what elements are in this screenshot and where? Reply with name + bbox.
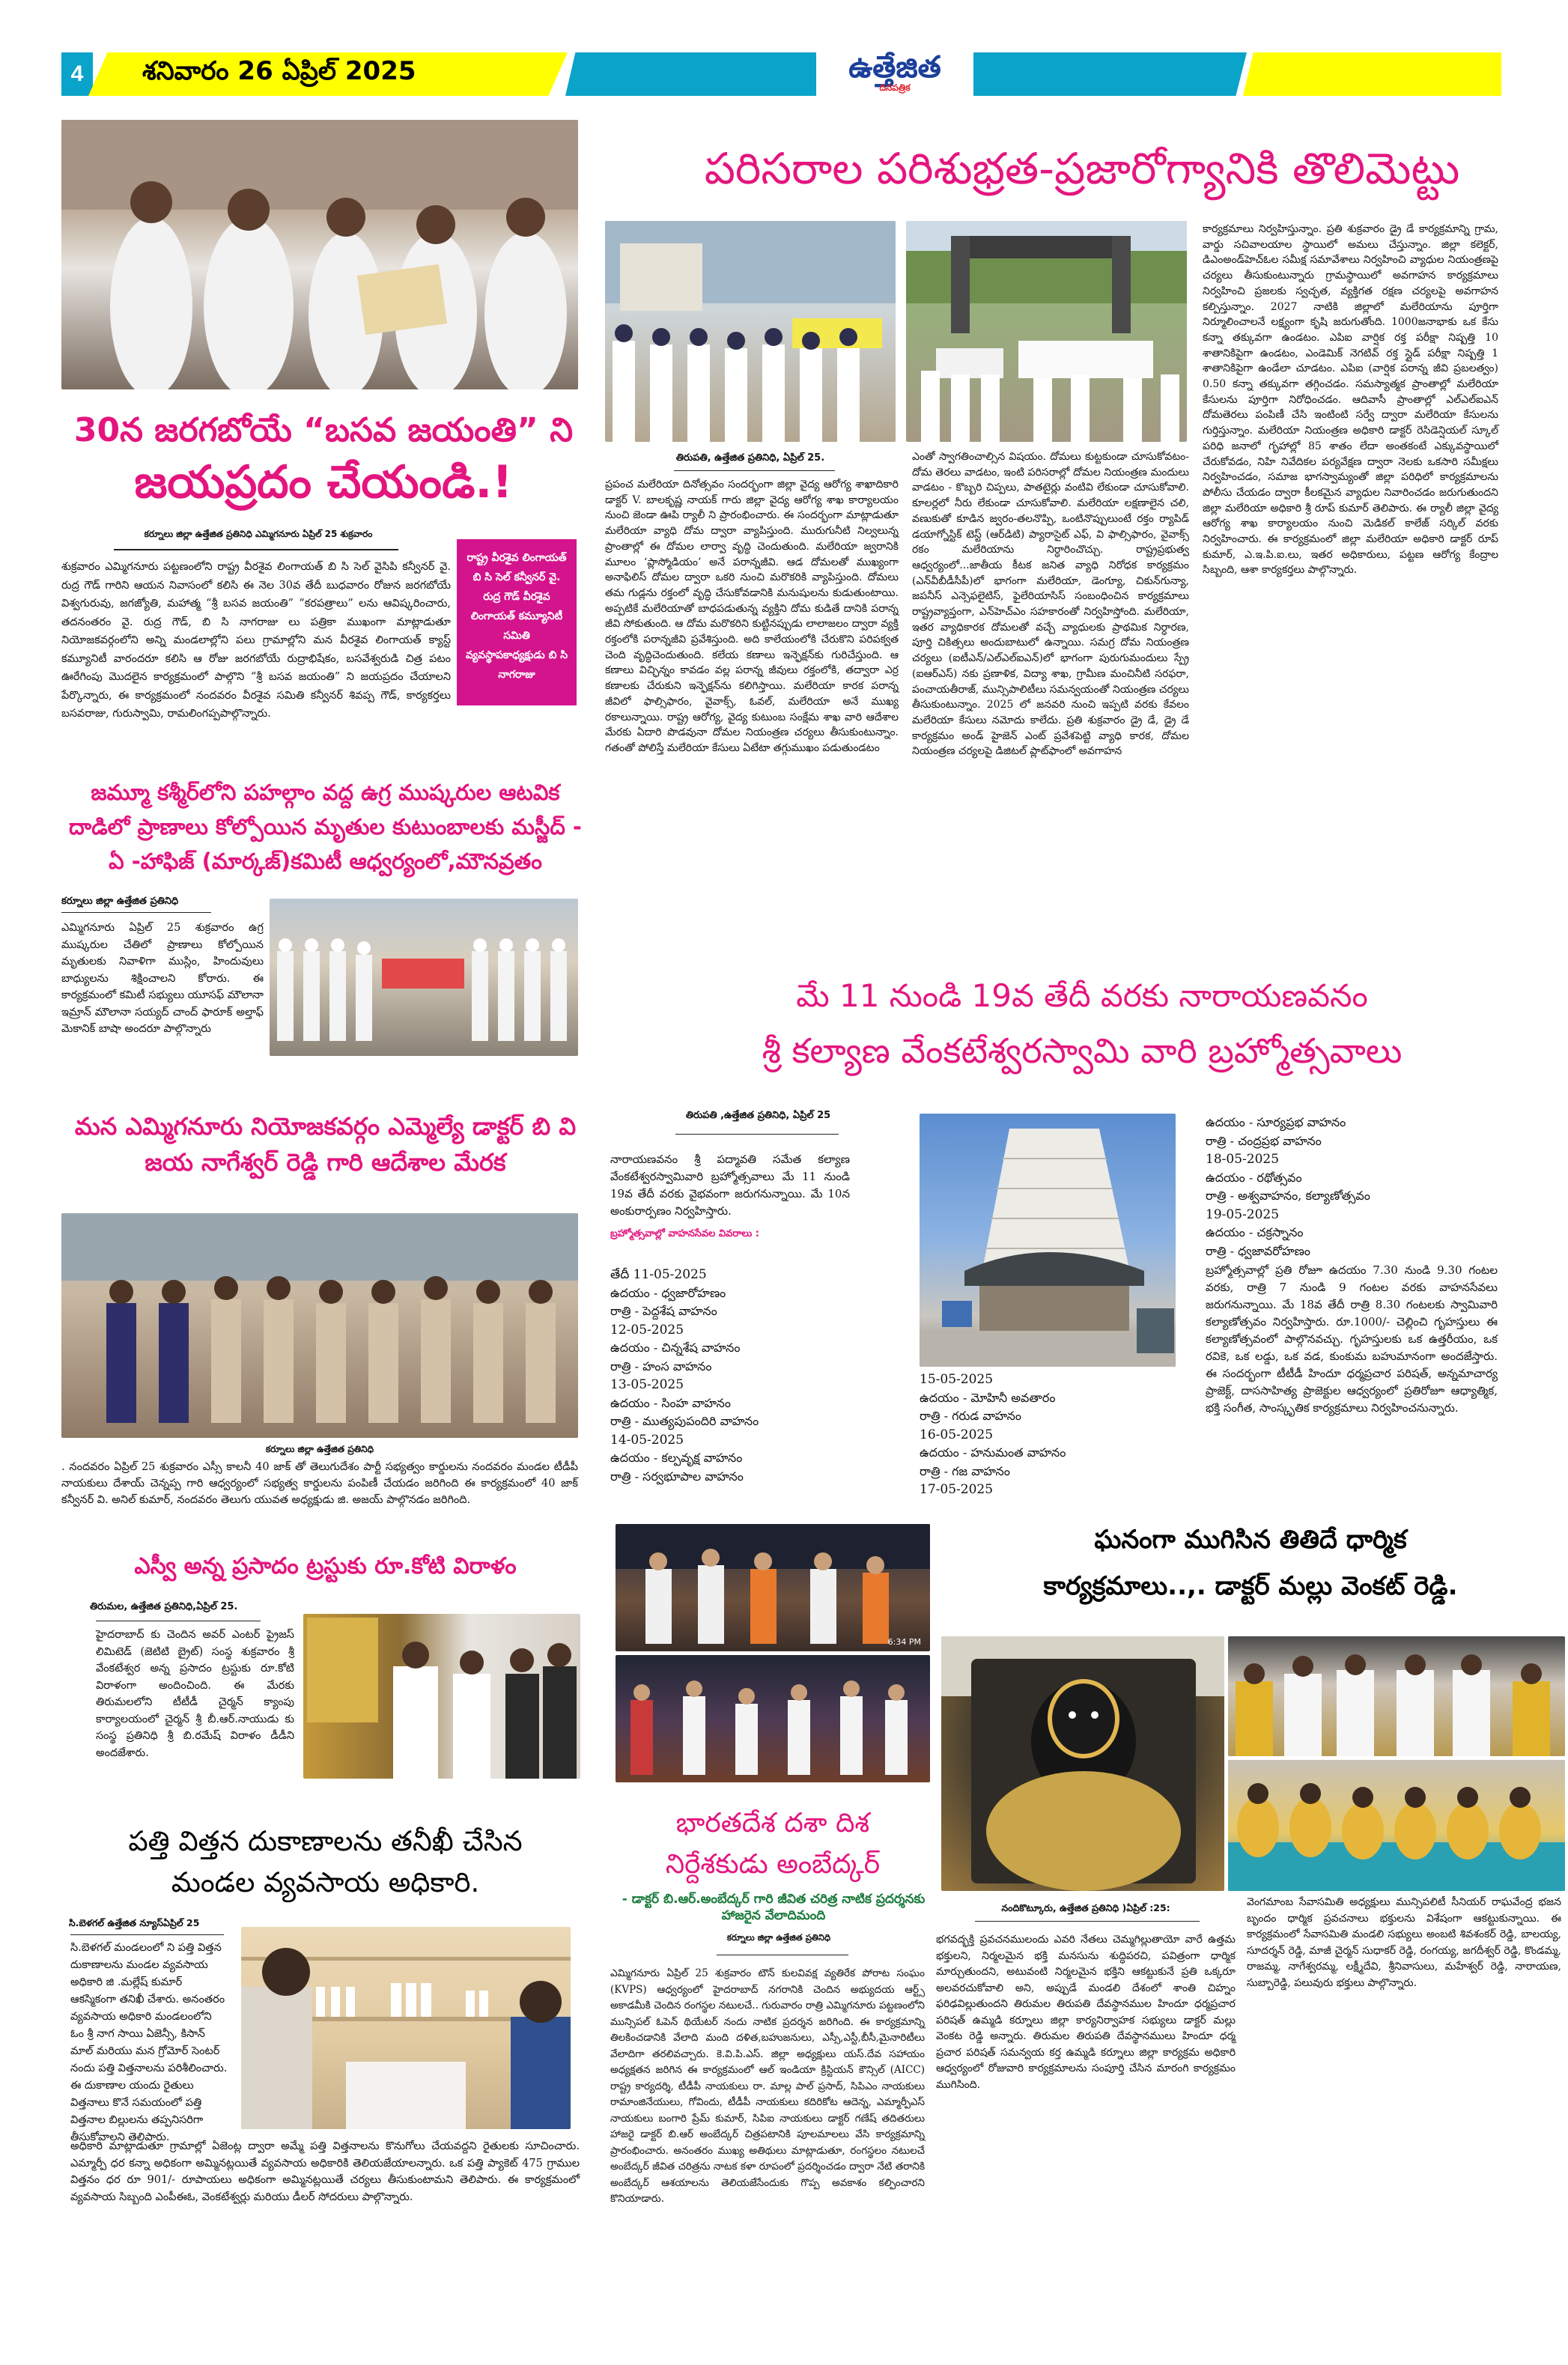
schedule-line: 16-05-2025 [920,1427,994,1442]
tithide-body-col2: వెంగమాంబ సేవాసమితి అధ్యక్షులు మున్సిపలిటీ సీనియర్ రాఘవేంద్ర భజన బృందం ధార్మిక ప్రవచనాలు భక్తులను విశేషంగా ఆకట్టుకున్నాయి. ఈ కార్యక్రమంలో సేవాసమితి మండలి సభ్యులు అంబటి శివశంకర్ రెడ్డి, బాలయ్య, సూదర్శన్ రెడ్డి, మాజీ చైర్మన్ సుధాకర్ రెడ్డి, రంగయ్య, జగదీశ్వర్ రెడ్డి, కొండమ్మ, రాజమ్మ, నాగేశ్వరమ్మ, లక్ష్మీదేవి, శ్రీనివాసులు, మహేశ్వర్ రెడ్డి, నారాయణ, సుబ్బారెడ్డి, పలువురు భక్తులు పాల్గొన్నారు. [1247,1896,1561,1989]
tdp-membership-photo [61,1213,578,1438]
basava-jayanti-photo [61,120,578,389]
brahmotsavam-headline-line2: శ్రీ కల్యాణ వేంకటేశ్వరస్వామి వారి బ్రహ్మోత్సవాలు [762,1030,1403,1071]
schedule-line: ఉదయం - చక్రస్నానం [1206,1225,1304,1239]
malaria-rally-photo-2 [906,221,1187,442]
schedule-col2 [920,1370,1174,1499]
schedule-line: 17-05-2025 [920,1482,994,1497]
ambedkar-drama-photo-2 [616,1655,930,1782]
schedule-line: రాత్రి - హంస వాహనం [610,1358,712,1373]
issue-date: శనివారం 26 ఏప్రిల్ 2025 [142,56,416,86]
schedule-line: ఉదయం - సింహ వాహనం [610,1395,731,1410]
protest-crowd-illustration [270,899,578,1056]
mla-headline: మన ఎమ్మిగనూరు నియోజకవర్గం ఎమ్మెల్యే డాక్టర్ బి వి జయ నాగేశ్వర్ రెడ్డి గారి ఆదేశాల మేరక [74,1112,577,1177]
tithide-byline-rule [975,1921,1200,1922]
schedule-line: తేదీ 11-05-2025 [610,1267,707,1282]
basava-byline-rule [114,549,398,550]
rally-illustration [605,221,896,442]
deity-illustration [941,1636,1224,1891]
ambedkar-headline-line2: నిర్దేశకుడు అంబేద్కర్ [665,1849,881,1880]
ambedkar-subhead: - డాక్టర్ బి.ఆర్.అంబేద్కర్ గారి జీవిత చరిత్ర నాటిక ప్రదర్శనకు హాజరైన వేలాదిమంది [622,1892,926,1923]
masthead-title: ఉత్తేజిత [848,49,941,85]
donation-illustration [303,1614,580,1779]
shop-illustration [241,1927,571,2129]
schedule-line: రాత్రి - పెద్దశేష వాహనం [610,1304,717,1318]
schedule-line: 12-05-2025 [610,1322,684,1338]
tithide-body-col1: భగవద్భక్తి ప్రవచనములందు ఎవరి నేతలు చెమ్మగిల్లుతాయో వారే ఉత్తమ భక్తులని, నిర్మలమైన భక్తి మనసును శుద్ధిపరచి, పవిత్రంగా ధార్మిక మార్చుతుందని, అటువంటి నిర్మలమైన భక్తిని ఆకట్టుకునే ప్రతి ఒక్కరూ అలవరచుకోవాలి అని, అప్పుడే మండలి దేశంలో శాంతి చిహ్నం ఫరిఢవిల్లుతుందని తిరుమల తిరుపతి దేవస్థానముల హిందూ ధర్మప్రచార పరిషత్ ఉమ్మడి కర్నూలు జిల్లా కార్యనిర్వాహక సభ్యులు డాక్టర్ మల్లు వెంకట రెడ్డి అన్నారు. తిరుమల తిరుపతి దేవస్థానములు హిందూ ధర్మ ప్రచార పరిషత్ సమన్వయ కర్త ఉమ్మడి కర్నూలు జిల్లా కార్యక్రమ అధికారి ఆధ్వర్యంలో రోజువారి కార్యక్రమాలను సంపూర్తి చేసిన మారంగి కార్యక్రమం ముగిసింది. [936,1934,1236,2091]
stage-illustration [616,1655,930,1782]
college-gate-illustration [906,221,1187,442]
malaria-rally-photo-1 [605,221,896,442]
malaria-body-col3: కార్యక్రమాలు నిర్వహిస్తున్నాం. ప్రతి శుక్రవారం డ్రై డే కార్యక్రమాన్ని గ్రామ, వార్డు సచివాలయాల స్థాయిలో అమలు చేస్తున్నాం. జిల్లా కలెక్టర్, డిఎంఅండ్‌హెచ్‌ఓల సమీక్ష సమావేశాలు నిర్వహించి వ్యాధుల నియంత్రణపై చర్యలు తీసుకుంటున్నారు గ్రామస్థాయిలో అవగాహన కార్యక్రమాలు నిర్వహించి ప్రజలకు స్వచ్ఛత, వ్యక్తిగత రక్షణ చర్యలపై అవగాహన కల్పిస్తున్నాం. 2027 నాటికి జిల్లాలో మలేరియాను పూర్తిగా నిర్మూలించాలనే లక్ష్యంగా కృషి జరుగుతోంది. 1000జనాభాకు ఒక కేసు కన్నా తక్కువగా ఉండటం. ఎపిఐ వార్షిక రక్త పరీక్షా నిష్పత్తి 10 శాతానికిపైగా ఉండటం, ఎండెమిక్ నెగటివ్ రక్త స్లైడ్ పరీక్షా నిష్పత్తి 1 శాతానికిపైగా ఉండేలా చూడటం. ఎపిఐ (వార్షిక పరాన్న జీవి ప్రబలత్వం) 0.50 కన్నా తక్కువగా తగ్గించడం. సమస్యాత్మక ప్రాంతాల్లో మలేరియా కేసులను పూర్తిగా నిరోధించడం. ఆదివాసీ ప్రాంతాల్లో ఎల్ఎల్ఐఎన్ దోమతెరలు పంపిణీ చేసి ఇంటింటి సర్వే ద్వారా మలేరియా కేసులను గుర్తిస్తున్నాం. మలేరియా నియంత్రణ అధికారి డాక్టర్ రెసిడెన్షియల్ స్కూల్ పరిధి జనాలో గృహాల్లో 85 శాతం లేదా అంతకంటే ఎక్కువస్థాయిలో చేరుకోవడం, నిహి నివేదికల పర్యవేక్షణ ద్వారా నెలకు ఒకసారి సమీక్షలు నిర్వహించడం, సమాజ భాగస్వామ్యంతో జిల్లా పరిధిలో కార్యక్రమాలను పోలీసు చేయడం ద్వారా కీలకమైన వ్యాధుల నివారించడం జరుగుతుందని జిల్లా మలేరియా అధికారి శ్రీ రూప్ కుమార్ తెలిపారు. ఈ ర్యాలీ జిల్లా వైద్య ఆరోగ్య శాఖ కార్యాలయం నుంచి మెడికల్ కాలేజ్ సర్కిల్ వరకు నిర్వహించారు. ఈ కార్యక్రమంలో జిల్లా మలేరియా అధికారి డాక్టర్ రూప్ కుమార్, ఎ.ఇ.పి.ఐ.లు, ఇతర అధికారులు, పట్టణ ఆరోగ్య కేంద్రాల సిబ్బంది, ఆశా కార్యకర్తలు పాల్గొన్నారు. [1203,223,1498,577]
schedule-line: ఉదయం - హనుమంత వాహనం [920,1445,1066,1460]
ambedkar-drama-photo-1 [616,1524,930,1651]
cotton-byline: సి.బెళగల్ ఉత్తేజిత న్యూస్ఏప్రిల్ 25 [69,1917,200,1928]
masthead-logo [816,46,973,100]
annaprasadam-headline: ఎస్వీ అన్న ప్రసాదం ట్రస్టుకు రూ.కోటి విరాళం [134,1553,517,1579]
annaprasadam-body: హైదరాబాద్ కు చెందిన అవర్ ఎంటర్ ప్రైజస్ లిమిటెడ్ (జెటిటి బ్రైట్) సంస్థ శుక్రవారం శ్రీ వేంకటేశ్వర అన్న ప్రసాదం ట్రస్టుకు రూ.కోటి విరాళంగా అందించింది. ఈ మేరకు తిరుమలలోని టీటీడీ చైర్మన్ క్యాంపు కార్యాలయంలో చైర్మన్ శ్రీ బీ.ఆర్.నాయుడు కు సంస్థ ప్రతినిధి శ్రీ బి.రమేష్ విరాళం డీడీని అందజేశారు. [96,1629,294,1759]
schedule-line: ఉదయం - చిన్నశేష వాహనం [610,1341,741,1355]
schedule-line: 18-05-2025 [1206,1152,1280,1167]
schedule-line: రాత్రి - గరుడ వాహనం [920,1409,1022,1423]
tithide-sacred-idol-photo [941,1636,1224,1891]
schedule-line: ఉదయం - సూర్యప్రభ వాహనం [1206,1115,1346,1129]
brahmotsavam-closing: బ్రహ్మోత్సవాల్లో ప్రతి రోజూ ఉదయం 7.30 నుండి 9.30 గంటల వరకు, రాత్రి 7 నుండి 9 గంటల వరకు వాహనసేవలు జరుగనున్నాయి. మే 18వ తేదీ రాత్రి 8.30 గంటలకు స్వామివారి కల్యాణోత్సవం నిర్వహిస్తారు. రూ.1000/- చెల్లించి గృహస్తులు ఈ కల్యాణోత్సవంలో పాల్గొనవచ్చు. గృహస్తులకు ఒక ఉత్తరీయం, ఒక రవికె, ఒక లడ్డు, ఒక వడ, కుంకుమ బహుమానంగా అందజేస్తారు. ఈ సందర్భంగా టీటీడీ హిందూ ధర్మప్రచార పరిషత్, అన్నమాచార్య ప్రాజెక్ట్, దాససాహిత్య ప్రాజెక్టుల ఆధ్వర్యంలో ప్రతిరోజూ ఆధ్యాత్మిక, భక్తి సంగీత, సాంస్కృతిక కార్యక్రమాలు నిర్వహించనున్నారు. [1206,1263,1498,1415]
schedule-col3 [1206,1114,1501,1260]
basava-callout-box [457,539,577,705]
tithide-headline-line2: కార్యక్రమాలు..,. డాక్టర్ మల్లు వెంకట్ రెడ్డి. [1043,1571,1458,1601]
header-band-blue-right [973,52,1247,96]
brahmotsavam-schedule-heading: బ్రహ్మోత్సవాల్లో వాహనసేవల వివరాలు : [610,1228,759,1239]
header-band-blue-left [565,52,816,96]
kashmir-byline-rule [61,912,211,913]
kashmir-byline: కర్నూలు జిల్లా ఉత్తేజిత ప్రతినిధి [61,896,179,907]
annaprasadam-byline: తిరుమల, ఉత్తేజిత ప్రతినిధి,ఏప్రిల్ 25. [90,1601,238,1612]
temple-gopuram-illustration [920,1114,1176,1367]
schedule-line: రాత్రి - అశ్వవాహనం, కల్యాణోత్సవం [1206,1188,1370,1203]
schedule-line: రాత్రి - చంద్రప్రభ వాహనం [1206,1133,1322,1148]
stage-illustration [616,1524,930,1651]
narayanavanam-temple-photo [920,1114,1176,1367]
basava-headline-line2: జయప్రదం చేయండి.! [134,456,513,508]
cotton-headline-line2: మండల వ్యవసాయ అధికారి. [171,1866,480,1898]
group-photo-illustration [61,1213,578,1438]
kashmir-headline: జమ్మూ కశ్మీర్‌లోని పహల్గాం వద్ద ఉగ్ర ముష్కరుల ఆటవిక దాడిలో ప్రాణాలు కోల్పోయిన మృతుల కుటుంబాలకు మస్జీద్ - ఏ -హాఫిజ్ (మార్కజ్)కమిటీ ఆధ్వర్యంలో,మౌనవ్రతం [69,780,582,874]
tithide-headline-line1: ఘనంగా ముగిసిన తితిదే ధార్మిక [1094,1525,1407,1555]
malaria-body-col1: ప్రపంచ మలేరియా దినోత్సవం సందర్భంగా జిల్లా వైద్య ఆరోగ్య శాఖాదికారి డాక్టర్ V. బాలకృష్ణ నాయక్ గారు జిల్లా వైద్య ఆరోగ్య శాఖ కార్యాలయం నుంచి జెండా ఊపి ర్యాలీ ని ప్రారంభించారు. ఈ సందర్భంగా మాట్లాడుతూ మలేరియా వ్యాధి దోమ ద్వారా వ్యాపిస్తుంది. మురుగునీటి నిల్వలున్న ప్రాంతాల్లో ఈ దోమల లార్వా వృద్ధి చెందుతుంది. మలేరియా జ్వరానికి మూలం ‘ప్లాస్మోడియం’ అనే పరాన్నజీవి. ఆడ దోమలతో ముఖ్యంగా అనాఫిలిస్ దోమల ద్వారా ఒకరి నుంచి మరొకరికి వ్యాపిస్తుంది. దోమలు తమ గుడ్లను రక్తంలో వృద్ధి చేసుకోవడానికి మనుషులను కుడుతుంటాయి. అప్పటికే మలేరియాతో బాధపడుతున్న వ్యక్తిని దోమ కుడితే దానికి పరాన్న జీవి సోకుతుంది. ఆ దోమ మరొకరిని కుట్టినప్పుడు లాలాజలం ద్వారా వ్యక్తి రక్తంలోకి పరాన్నజీవి ప్రవేశిస్తుంది. అది కాలేయంలోకి చేరుకొని పరిపక్వత చెంది వృద్ధిచెందుతుంది. కలేయ కణాలు ఇన్ఫెక్షన్‌కు గురిచేస్తుంది. ఆ కణాలు విచ్ఛిన్నం కావడం వల్ల పరాన్న జీవులు రక్తంలోకి, తద్వారా ఎర్ర కణాలకు చేరుకుని ఇన్ఫెక్షన్‌ను కలిగిస్తాయి. మలేరియా కారక పరాన్న జీవిలో ఫాల్సిఫారం, వైవాక్స్, ఓవల్, మలేరియా అనే ముఖ్య రకాలున్నాయి. రాష్ట్ర ఆరోగ్య, వైద్య కుటుంబ సంక్షేమ శాఖ వారి ఆదేశాల మేరకు ఏదారి పొడవునా దోమల నియంత్రణ చర్యలు తీసుకుంటున్నాం. గతంతో పోలిస్తే మలేరియా కేసులు ఏటేటా తగ్గుముఖం పడుతుండటం [605,479,899,754]
ambedkar-byline: కర్నూలు జిల్లా ఉత్తేజిత ప్రతినిధి [726,1932,831,1943]
seed-shop-inspection-photo [241,1927,571,2129]
header-band-yellow-right [1243,52,1501,96]
basava-body: శుక్రవారం ఎమ్మిగనూరు పట్టణంలోని రాష్ట్ర వీరశైవ లింగాయత్ బి సి సెల్ వైసిపి కన్వీనర్ వై. రుద్ర గౌడ్ గారిని ఆయన నివాసంలో కలిసి ఈ నెల 30వ తేదీ బుధవారం రోజున జరగబోయే విశ్వగురువు, జగజ్యోతి, మహాత్మ “శ్రీ బసవ జయంతి” “కరపత్రాలు” లను ఆవిష్కరించారు, తదనంతరం వై. రుద్ర గౌడ్, బి సి నాగరాజు లు పత్రికా ముఖంగా మాట్లాడుతూ నియోజకవర్గంలోని అన్ని మండలాల్లోని పలు గ్రామాల్లోని మన వీరశైవ లింగాయత్ క్యాస్ట్ కమ్యూనిటీ వారందరూ కలిసి ఆ రోజు జరగబోయే రుద్రాభిషేకం, బసవేశ్వరుడి చిత్ర పటం ఊరేగింపు మొదలైన కార్యక్రమంలో పాల్గొని “శ్రీ బసవ జయంతి” ని జయప్రదం చేయాలని పేర్కొన్నారు, ఈ కార్యక్రమంలో నందవరం వీరశైవ సమితి కన్వీనర్ శివప్ప గౌడ్, కార్యకర్తలు బసవరాజు, గురుస్వామి, రామలింగప్పపాల్గొన్నారు. [61,561,451,720]
schedule-line: రాత్రి - సర్వభూపాల వాహనం [610,1469,744,1484]
cotton-byline-rule [70,1934,224,1935]
cotton-body-bottom: అధికారి మాట్లాడుతూ గ్రామాల్లో ఏజెంట్ల ద్వారా అమ్మే పత్తి విత్తనాలను కొనుగోలు చేయవద్దని రైతులకు సూచించారు. ఎమ్మార్పీ ధర కన్నా అధికంగా అమ్మినట్లయితే వ్యవసాయ అధికారికి తెలియజేయాలన్నారు. ఒక పత్తి ప్యాకెట్ 475 గ్రాముల విత్తనం ధర రూ 901/- రూపాయలు అధికంగా అమ్మినట్లయితే చర్యలు తీసుకుంటామని తెలిపారు. ఈ కార్యక్రమంలో వ్యవసాయ సిబ్బంది ఎంపీఈఓ, వెంకటేశ్వర్లు మరియు డీలర్ సోదరులు పాల్గొన్నారు. [70,2140,580,2203]
basava-headline-line1: 30న జరగబోయే “బసవ జయంతి” ని [73,411,574,449]
schedule-line: ఉదయం - ధ్వజారోహణం [610,1285,726,1300]
tithide-byline: నందికొట్కూరు, ఉత్తేజిత ప్రతినిధి )ఏప్రిల్ :25: [1001,1902,1170,1913]
mla-body: . నందవరం ఏప్రిల్ 25 శుక్రవారం ఎస్సీ కాలనీ 40 జాక్ తో తెలుగుదేశం పార్టీ సభ్యత్వం కార్డులను నందవరం మండల టీడీపీ నాయకులు దేశాయ్ చెన్నప్ప గారి ఆధ్వర్యంలో సభ్యత్వ కార్డులను పంపిణీ చేయడం జరిగింది ఈ కార్యక్రమంలో 40 జాక్ కన్వీనర్ వి. అనిల్ కుమార్, నందవరం తెలుగు యువత అధ్యక్షుడు జి. అజయ్ పాల్గొనడం జరిగింది. [61,1461,578,1506]
brahmotsavam-byline-rule [675,1134,839,1135]
ambedkar-body: ఎమ్మిగనూరు ఏప్రిల్ 25 శుక్రవారం టౌన్ కులవివక్ష వ్యతిరేక పోరాట సంఘం (KVPS) ఆధ్వర్యంలో హైదరాబాద్ నగరానికి చెందిన అభ్యుదయ ఆర్ట్స్ అకాడమీకి చెందిన రంగస్థల నటులచే.. గురువారం రాత్రి ఎమ్మిగనూరు పట్టణంలోని మున్సిపల్ ఓపెన్ థియేటర్ నందు నాటిక ప్రదర్శన జరిగింది. ఈ కార్యక్రమాన్ని తిలకించడానికి వేలాది మంది దళిత,బహుజనులు, ఎస్సీ,ఎస్టీ,బీసీ,మైనారిటీలు వేలాదిగా తరలివచ్చారు. కె.వి.పి.ఎస్. జిల్లా అధ్యక్షులు యస్.దేవ సహాయం అధ్యక్షతన జరిగిన ఈ కార్యక్రమంలో ఆల్ ఇండియా క్రిస్టియన్ కౌన్సిల్ (AICC) రాష్ట్ర కార్యదర్శి, టీడీపీ నాయకులు రా. మాల్ల పాల్ ప్రసాద్, సిపిఎం నాయకులు రామాంజినేయులు, గోవిందు, టీడీపీ నాయకులు కదిరికోట ఆదెన్న, ఎమ్మార్పీఎస్ నాయకులు బంగారి ప్రేమ్ కుమార్, సిపిఐ నాయకులు డాక్టర్ గణేష్ తదితరులు హాజరై డాక్టర్ బి.ఆర్ అంబేద్కర్ చిత్రపటానికి పూలమాలలు వేసి కార్యక్రమాన్ని ప్రారంభించారు. అనంతరం ముఖ్య అతిథులు మాట్లాడుతూ, రంగస్థలం నటులచే అంబేద్కర్ జీవిత చరిత్రను నాటక కళా రూపంలో ప్రదర్శించడం ద్వారా నేటి తరానికి అంబేద్కర్ ఆశయాలను తెలియజేసేందుకు గొప్ప అవకాశం కల్పించారని కొనియాడారు. [610,1967,925,2205]
photo-timestamp: 6:34 PM [887,1637,921,1647]
brahmotsavam-intro: నారాయణవనం శ్రీ పద్మావతి సమేత కల్యాణ వేంకటేశ్వరస్వామివారి బ్రహ్మోత్సవాలు మే 11 నుండి 19వ తేదీ వరకు వైభవంగా జరుగనున్నాయి. మే 10న అంకురార్పణం నిర్వహిస్తారు. [610,1153,850,1218]
kashmir-body: ఎమ్మిగనూరు ఏప్రిల్ 25 శుక్రవారం ఉగ్ర ముష్కరుల చేతిలో ప్రాణాలు కోల్పోయిన మృతులకు నివాళిగా ముస్లిం, హిందువులు బాధ్యులను శిక్షించాలని కోరారు. ఈ కార్యక్రమంలో కమిటీ సభ్యులు యూసఫ్ మౌలానా ఇమ్రాన్ మౌలానా సయ్యద్ చాంద్ ఫారూక్ అల్తాఫ్ మెకానిక్ బాషా అందరూ పాల్గొన్నారు [61,922,264,1035]
schedule-line: ఉదయం - కల్పవృక్ష వాహనం [610,1451,743,1465]
devotees-illustration [1228,1760,1565,1891]
malaria-body-col2: ఎంతో స్వాగతించాల్సిన విషయం. దోమలు కుట్టకుండా చూసుకోవటం-దోమ తెరలు వాడటం, ఇంటి పరిసరాల్లో దోమల నియంత్రణ మందులు వాడటం - కొబ్బరి చిప్పలు, పాతటైర్లు వంటివి లేకుండా చూసుకోవాలి. కూలర్లలో నీరు లేకుండా చూసుకోవాలి. మలేరియా లక్షణాలైన చలి, వణుకుతో కూడిన జ్వరం-తలనొప్పి, ఒంటినొప్పులుంటే రక్తం ర్యాపిడ్ డయాగ్నోస్టిక్ టెస్ట్ (ఆర్‌డిటి) ప్యారాసైట్ ఎఫ్, వి ఫాల్సిఫారం, వైవాక్స్ రకం మలేరియాను నిర్ధారించొచ్చు. రాష్ట్రప్రభుత్వ ఆధ్వర్యంలో...జాతీయ కీటక జనిత వ్యాధి నిరోధక కార్యక్రమం (ఎన్‌వీబీడీసీపీ)లో భాగంగా మలేరియా, డెంగ్యూ, చికున్‌గున్యా, జపనీస్ ఎన్సెఫలైటిస్, ఫైలేరియాసిస్ సంబంధించిన కార్యక్రమాలు రాష్ట్రవ్యాప్తంగా, ఎన్‌హెచ్‌ఎం సహకారంతో నిర్వహిస్తోంది. మలేరియా, ఇతర వ్యాధికారక దోమలతో వచ్చే వ్యాధులకు ప్రాథమిక నిర్ధారణ, పూర్తి చికిత్సలు అందుబాటులో ఉన్నాయి. సమగ్ర దోమ నియంత్రణ చర్యలు (ఐటీఎన్/ఎల్ఎల్‌ఐఎన్)లో భాగంగా పురుగుమందులు స్ప్రే (ఐఆర్ఎస్) నకు ప్రణాళిక, విద్యా శాఖ, గ్రామీణ మంచినీటి సరఫరా, పంచాయతీరాజ్, మున్సిపాలిటీలు సమన్వయంతో నియంత్రణ చర్యలు తీసుకుంటున్నాం. 2025 లో జనవరి నుంచి ఇప్పటి వరకు కేవలం మలేరియా కేసులు నమోదు కాలేదు. ప్రతి శుక్రవారం డ్రై డే, డ్రై డే కార్యక్రమం అండ్ హైజెన్ ఎంట్ ప్రవేశపెట్టి వ్యాధి కారక, దోమల నియంత్రణ చర్యలపై డిజిటల్ ప్లాట్‌ఫాంలో అవగాహన [912,451,1189,758]
schedule-line: రాత్రి - ముత్యపుపందిరి వాహనం [610,1414,759,1428]
ambedkar-headline-line1: భారతదేశ దశా దిశ [675,1808,870,1839]
basava-callout-text: రాష్ట్ర వీరశైవ లింగాయత్ బి సి సెల్ కన్వీనర్ వై. రుద్ర గౌడ్ వీరశైవ లింగాయత్ కమ్యూనిటీ సమితి వ్యవస్థాపకాధ్యక్షుడు బి సి నాగరాజు [465,552,568,681]
brahmotsavam-byline: తిరుపతి ,ఉత్తేజిత ప్రతినిధి, ఏప్రిల్ 25 [685,1110,831,1121]
tithide-devotees-photo [1228,1760,1565,1891]
meeting-illustration [1228,1636,1565,1756]
tdp-photo-caption: కర్నూలు జిల్లా ఉత్తేజిత ప్రతినిధి [265,1444,374,1454]
schedule-line: 15-05-2025 [920,1372,994,1387]
cotton-body-side: సి.బెళగల్ మండలంలో ని పత్తి విత్తన దుకాణాలను మండల వ్యవసాయ అధికారి జి .మల్లేష్ కుమార్ ఆకస్మికంగా తనిఖీ చేశారు. అనంతరం వ్యవసాయ అధికారి మండలంలోని ఓం శ్రీ నాగ సాయి ఏజెన్సీ, కిసాన్ మాల్ మరియు మన గ్రోమోర్ సెంటర్ నందు పత్తి విత్తనాలను పరిశీలించారు. ఈ దుకాణాల యందు రైతులు విత్తనాలు కొనే సమయంలో పత్తి విత్తనాల బిల్లులను తప్పనిసరిగా తీసుకోవాలని తెలిపారు. [70,1942,228,2143]
basava-byline: కర్నూలు జిల్లా ఉత్తేజిత ప్రతినిధి ఎమ్మిగనూరు ఏప్రిల్ 25 శుక్రవారం [144,529,373,539]
kashmir-silent-protest-photo [270,899,578,1056]
schedule-line: 14-05-2025 [610,1432,684,1448]
page-number: 4 [61,52,93,96]
cotton-headline-line1: పత్తి విత్తన దుకాణాలను తనీఖీ చేసిన [128,1825,523,1857]
schedule-line: ఉదయం - రథోత్సవం [1206,1170,1302,1185]
tithide-meeting-photo [1228,1636,1565,1756]
masthead-subtitle: దినపత్రిక [879,82,911,93]
brahmotsavam-headline-line1: మే 11 నుండి 19వ తేదీ వరకు నారాయణవనం [796,977,1368,1014]
malaria-byline: తిరుపతి, ఉత్తేజిత ప్రతినిధి, ఏప్రిల్ 25. [675,452,825,464]
schedule-line: రాత్రి - గజ వాహనం [920,1463,1010,1478]
malaria-byline-rule [674,470,835,471]
schedule-line: 13-05-2025 [610,1377,684,1392]
malaria-headline: పరిసరాల పరిశుభ్రత-ప్రజారోగ్యానికి తొలిమెట్టు [704,143,1460,194]
group-photo-illustration [61,120,578,389]
schedule-line: ఉదయం - మోహినీ అవతారం [920,1390,1056,1405]
schedule-line: రాత్రి - ధ్వజావరోహణం [1206,1243,1310,1258]
tirumala-donation-photo [303,1614,580,1779]
schedule-col1 [610,1266,850,1486]
schedule-line: 19-05-2025 [1206,1206,1280,1222]
